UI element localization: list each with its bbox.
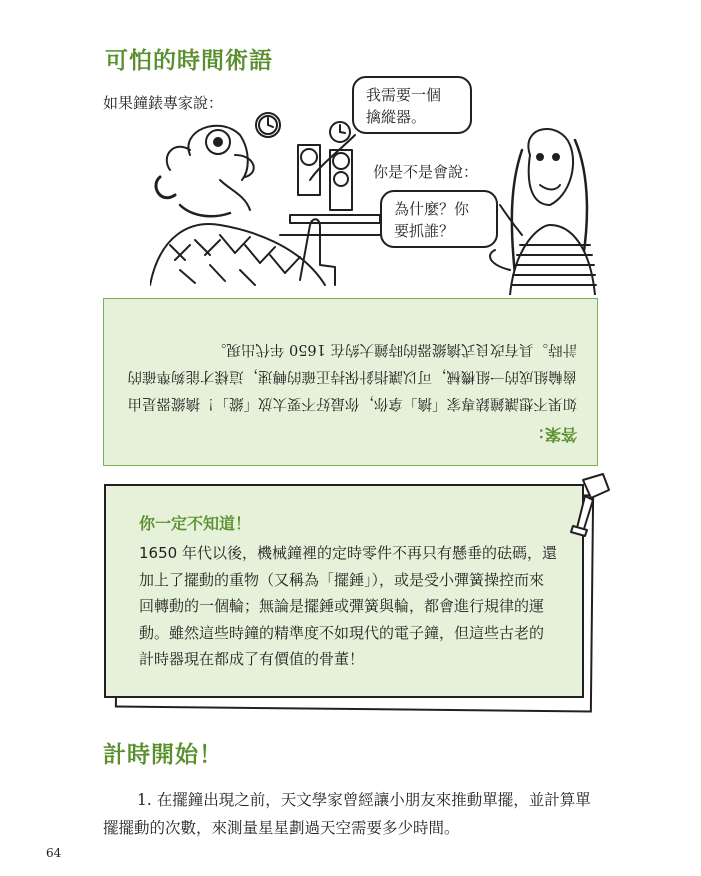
note-title: 你一定不知道！ (139, 514, 252, 533)
answer-text: 如果不想讓鐘錶專家「擒」拿你，你最好不要太放「縱」！擒縱器是由齒輪組成的一組機械，可以讓指針保持正確的轉速，這樣才能夠準確的計時。具有改良式擒縱器的時鐘大約在 1650 年代出現。 (127, 341, 577, 411)
flashlight-icon (563, 470, 613, 540)
note-text: 1650 年代以後，機械鐘裡的定時零件不再只有懸垂的砝碼，還加上了擺動的重物（又稱為「擺錘」），或是受小彈簧操控而來回轉動的一個輪；無論是擺錘或彈簧與輪，都會進行規律的運動。雖然這些時鐘的精準度不如現代的電子鐘，但這些古老的計時器現在都成了有價值的骨董！ (139, 544, 557, 668)
answer-box-inverted-content (104, 299, 597, 465)
child-quote-line-2: 要抓誰？ (394, 222, 455, 240)
expert-speech-bubble (352, 76, 472, 134)
expert-intro-text: 如果鐘錶專家說： (103, 94, 224, 112)
paragraph-1: 1. 在擺鐘出現之前，天文學家曾經讓小朋友來推動單擺，並計算單擺擺動的次數，來測量星星劃過天空需要多少時間。 (103, 791, 591, 837)
answer-box (103, 298, 598, 466)
child-speech-bubble (380, 190, 498, 248)
child-quote-line-1: 為什麼？你 (394, 200, 470, 218)
section-title-start-timing: 計時開始！ (103, 742, 223, 768)
expert-quote-line-2: 擒縱器。 (366, 108, 427, 126)
you-say-text: 你是不是會說： (373, 163, 479, 181)
section-title-terms: 可怕的時間術語 (105, 48, 273, 74)
answer-label: 答案： (528, 425, 577, 444)
expert-quote-line-1: 我需要一個 (366, 86, 442, 104)
page-number: 64 (46, 846, 62, 860)
